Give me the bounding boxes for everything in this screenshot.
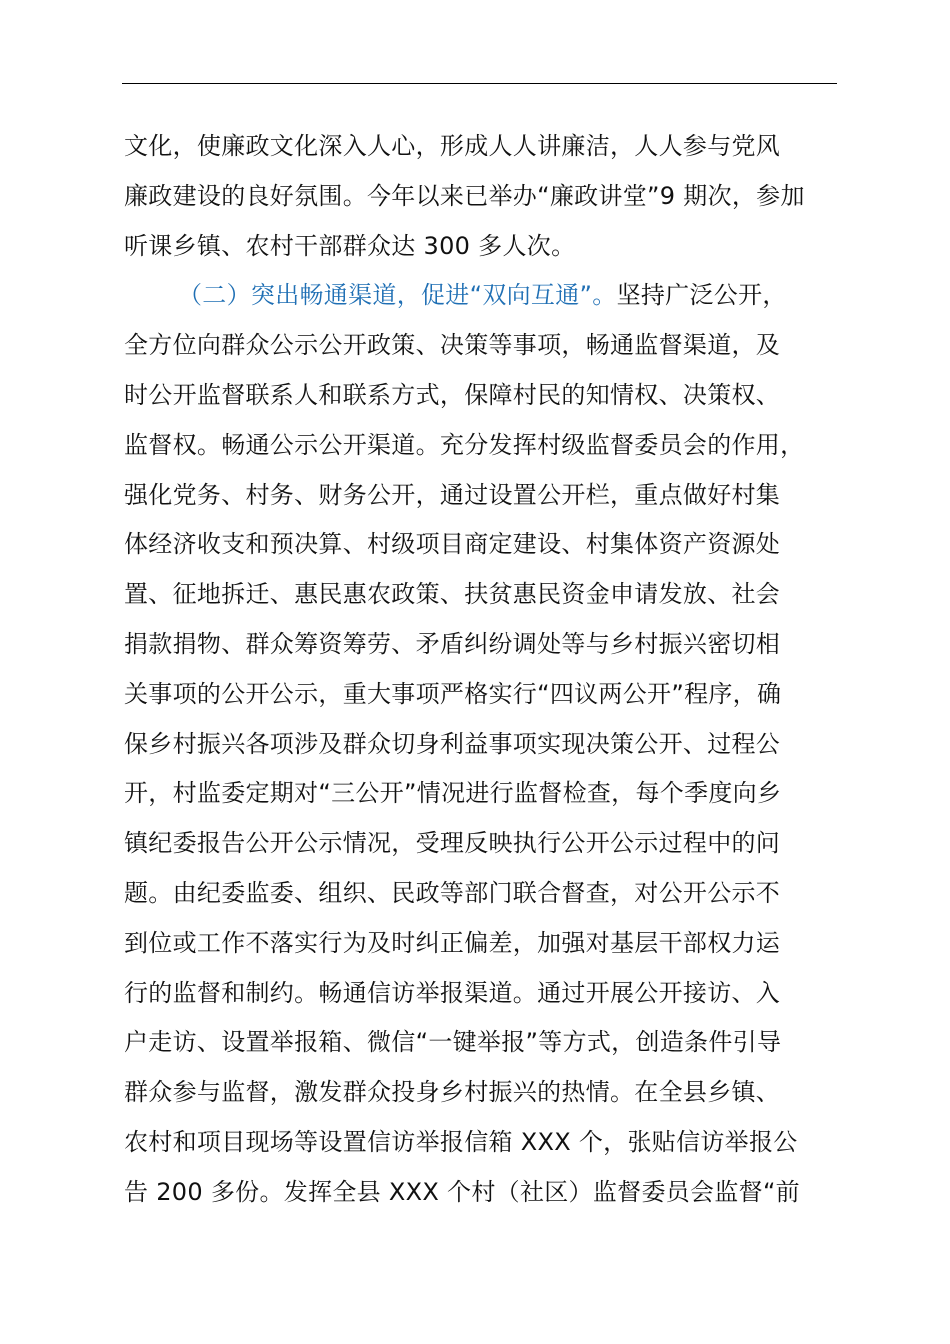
text-line: 捐款捐物、群众筹资筹劳、矛盾纠纷调处等与乡村振兴密切相 <box>124 629 781 658</box>
text-line: 告 200 多份。发挥全县 XXX 个村（社区）监督委员会监督“前 <box>124 1177 800 1206</box>
text-line: 开，村监委定期对“三公开”情况进行监督检查，每个季度向乡 <box>124 779 782 808</box>
section-lead: 坚持广泛公开， <box>616 281 787 310</box>
text-line: 时公开监督联系人和联系方式，保障村民的知情权、决策权、 <box>124 380 781 409</box>
text-line: 置、征地拆迁、惠民惠农政策、扶贫惠民资金申请发放、社会 <box>124 580 781 609</box>
text-line: 镇纪委报告公开公示情况，受理反映执行公开公示过程中的问 <box>124 829 781 858</box>
text-line: 户走访、设置举报箱、微信“一键举报”等方式，创造条件引导 <box>124 1028 782 1057</box>
text-line: 群众参与监督，激发群众投身乡村振兴的热情。在全县乡镇、 <box>124 1078 781 1107</box>
section-heading-line <box>124 271 844 321</box>
text-line: 保乡村振兴各项涉及群众切身利益事项实现决策公开、过程公 <box>124 729 781 758</box>
text-line: 文化，使廉政文化深入人心，形成人人讲廉洁，人人参与党风 <box>124 132 781 160</box>
text-line: 听课乡镇、农村干部群众达 300 多人次。 <box>124 231 576 260</box>
text-line: 关事项的公开公示，重大事项严格实行“四议两公开”程序，确 <box>124 679 782 708</box>
section-heading: （二）突出畅通渠道，促进“双向互通”。 <box>178 281 617 310</box>
text-line: 题。由纪委监委、组织、民政等部门联合督查，对公开公示不 <box>124 878 781 907</box>
body-text <box>124 122 844 1218</box>
text-line: 体经济收支和预决算、村级项目商定建设、村集体资产资源处 <box>124 530 781 559</box>
text-line: 全方位向群众公示公开政策、决策等事项，畅通监督渠道，及 <box>124 331 781 360</box>
text-line: 农村和项目现场等设置信访举报信箱 XXX 个，张贴信访举报公 <box>124 1127 798 1156</box>
text-line: 到位或工作不落实行为及时纠正偏差，加强对基层干部权力运 <box>124 928 781 957</box>
text-line: 监督权。畅通公示公开渠道。充分发挥村级监督委员会的作用， <box>124 430 805 459</box>
text-line: 强化党务、村务、财务公开，通过设置公开栏，重点做好村集 <box>124 480 781 509</box>
header-rule <box>122 83 837 84</box>
text-line: 廉政建设的良好氛围。今年以来已举办“廉政讲堂”9 期次，参加 <box>124 181 805 210</box>
text-line: 行的监督和制约。畅通信访举报渠道。通过开展公开接访、入 <box>124 978 781 1007</box>
